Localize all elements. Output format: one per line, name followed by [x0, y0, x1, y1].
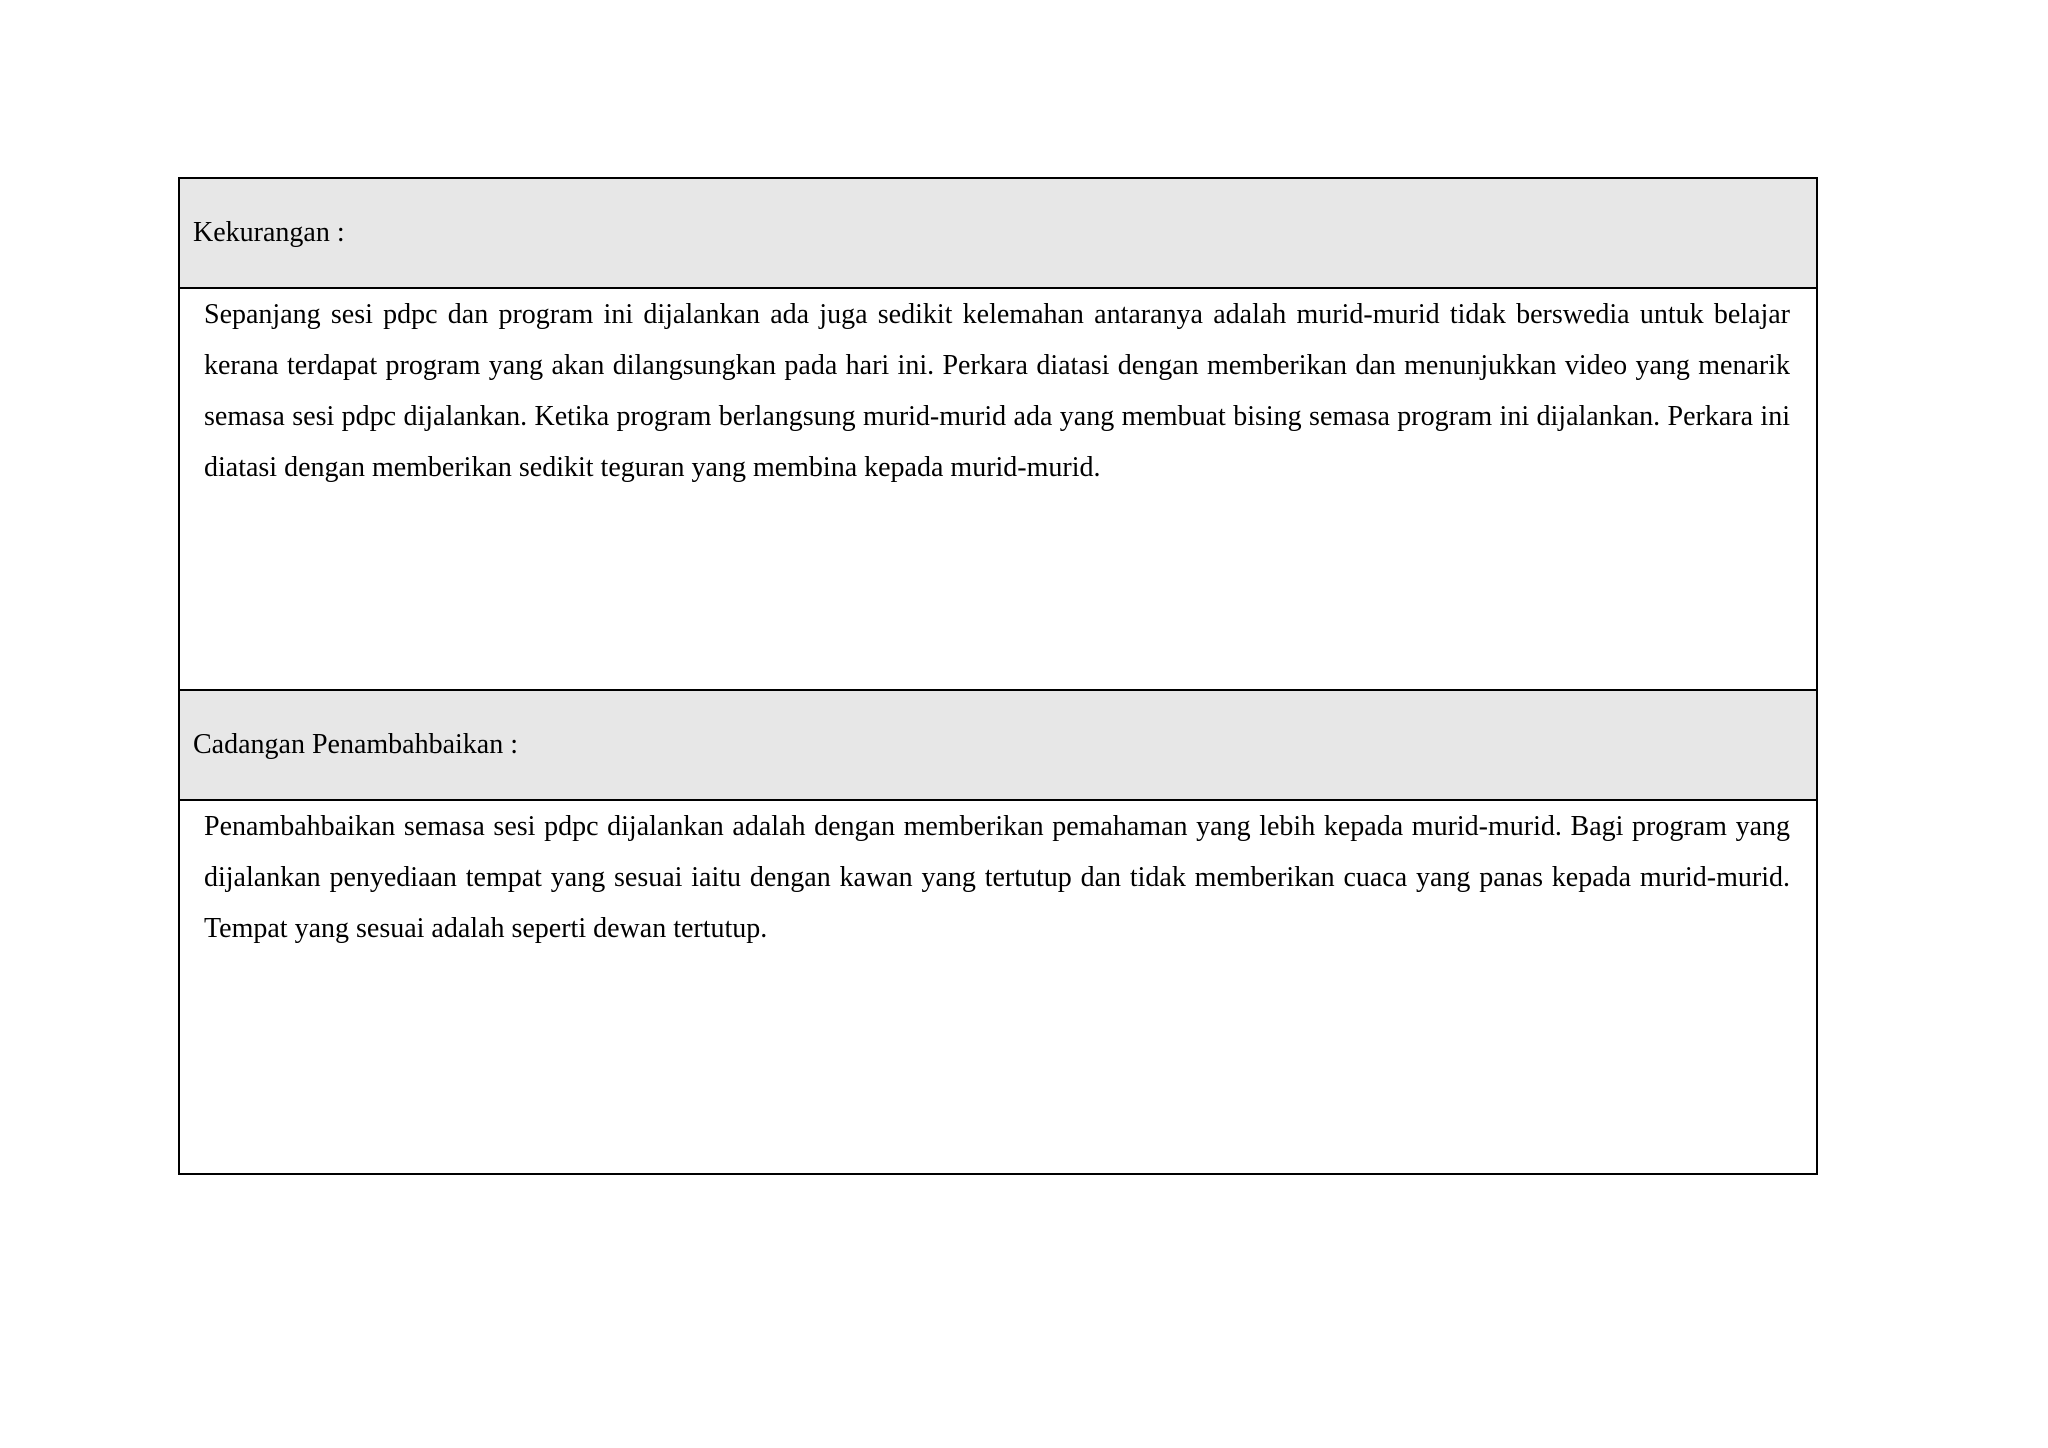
kekurangan-heading: Kekurangan :: [193, 217, 345, 248]
kekurangan-body: [180, 289, 1816, 691]
cadangan-header: [180, 691, 1816, 801]
reflection-table: [178, 177, 1818, 1175]
kekurangan-header: [180, 179, 1816, 289]
cadangan-heading: Cadangan Penambahbaikan :: [193, 729, 519, 760]
kekurangan-text: Sepanjang sesi pdpc dan program ini dijalankan ada juga sedikit kelemahan antaranya adalah murid-murid tidak berswedia untuk belajar kerana terdapat program yang akan dilangsungkan pada hari ini. Perkara diatasi dengan memberikan dan menunjukkan video yang menarik semasa sesi pdpc dijalankan. Ketika program berlangsung murid-murid ada yang membuat bising semasa program ini dijalankan. Perkara ini diatasi dengan memberikan sedikit teguran yang membina kepada murid-murid.: [204, 299, 1790, 483]
cadangan-body: [180, 801, 1816, 1173]
cadangan-text: Penambahbaikan semasa sesi pdpc dijalankan adalah dengan memberikan pemahaman yang lebih kepada murid-murid. Bagi program yang dijalankan penyediaan tempat yang sesuai iaitu dengan kawan yang tertutup dan tidak memberikan cuaca yang panas kepada murid-murid. Tempat yang sesuai adalah seperti dewan tertutup.: [204, 811, 1790, 944]
